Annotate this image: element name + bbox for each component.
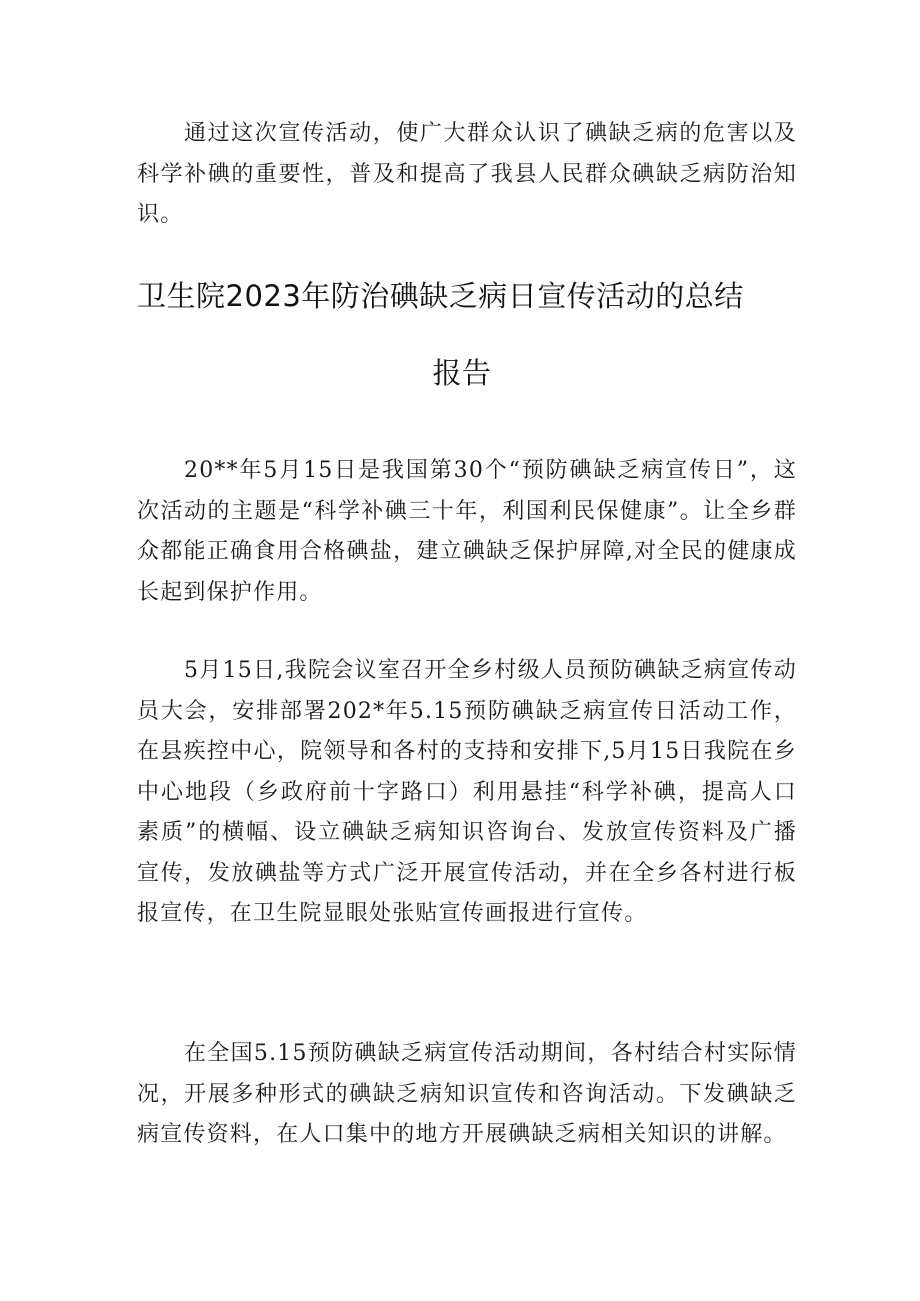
- body-paragraph-2: 5月15日,我院会议室召开全乡村级人员预防碘缺乏病宣传动员大会，安排部署202*年5.15预防碘缺乏病宣传日活动工作，在县疾控中心，院领导和各村的支持和安排下,5月15日我院在乡中心地段（乡政府前十字路口）利用悬挂“科学补碘，提高人口素质”的横幅、设立碘缺乏病知识咨询台、发放宣传资料及广播宣传，发放碘盐等方式广泛开展宣传活动，并在全乡各村进行板报宣传，在卫生院显眼处张贴宣传画报进行宣传。: [137, 658, 797, 926]
- intro-paragraph: 通过这次宣传活动，使广大群众认识了碘缺乏病的危害以及科学补碘的重要性，普及和提高了我县人民群众碘缺乏病防治知识。: [137, 121, 797, 227]
- body-paragraph-3: 在全国5.15预防碘缺乏病宣传活动期间，各村结合村实际情况，开展多种形式的碘缺乏病知识宣传和咨询活动。下发碘缺乏病宣传资料，在人口集中的地方开展碘缺乏病相关知识的讲解。: [137, 1041, 797, 1147]
- body-paragraph-1: 20**年5月15日是我国第30个“预防碘缺乏病宣传日”，这次活动的主题是“科学补碘三十年，利国利民保健康”。让全乡群众都能正确食用合格碘盐，建立碘缺乏保护屏障,对全民的健康成长起到保护作用。: [137, 458, 797, 605]
- document-title-continuation: 报告: [432, 356, 492, 390]
- document-title: 卫生院2023年防治碘缺乏病日宣传活动的总结: [137, 279, 744, 313]
